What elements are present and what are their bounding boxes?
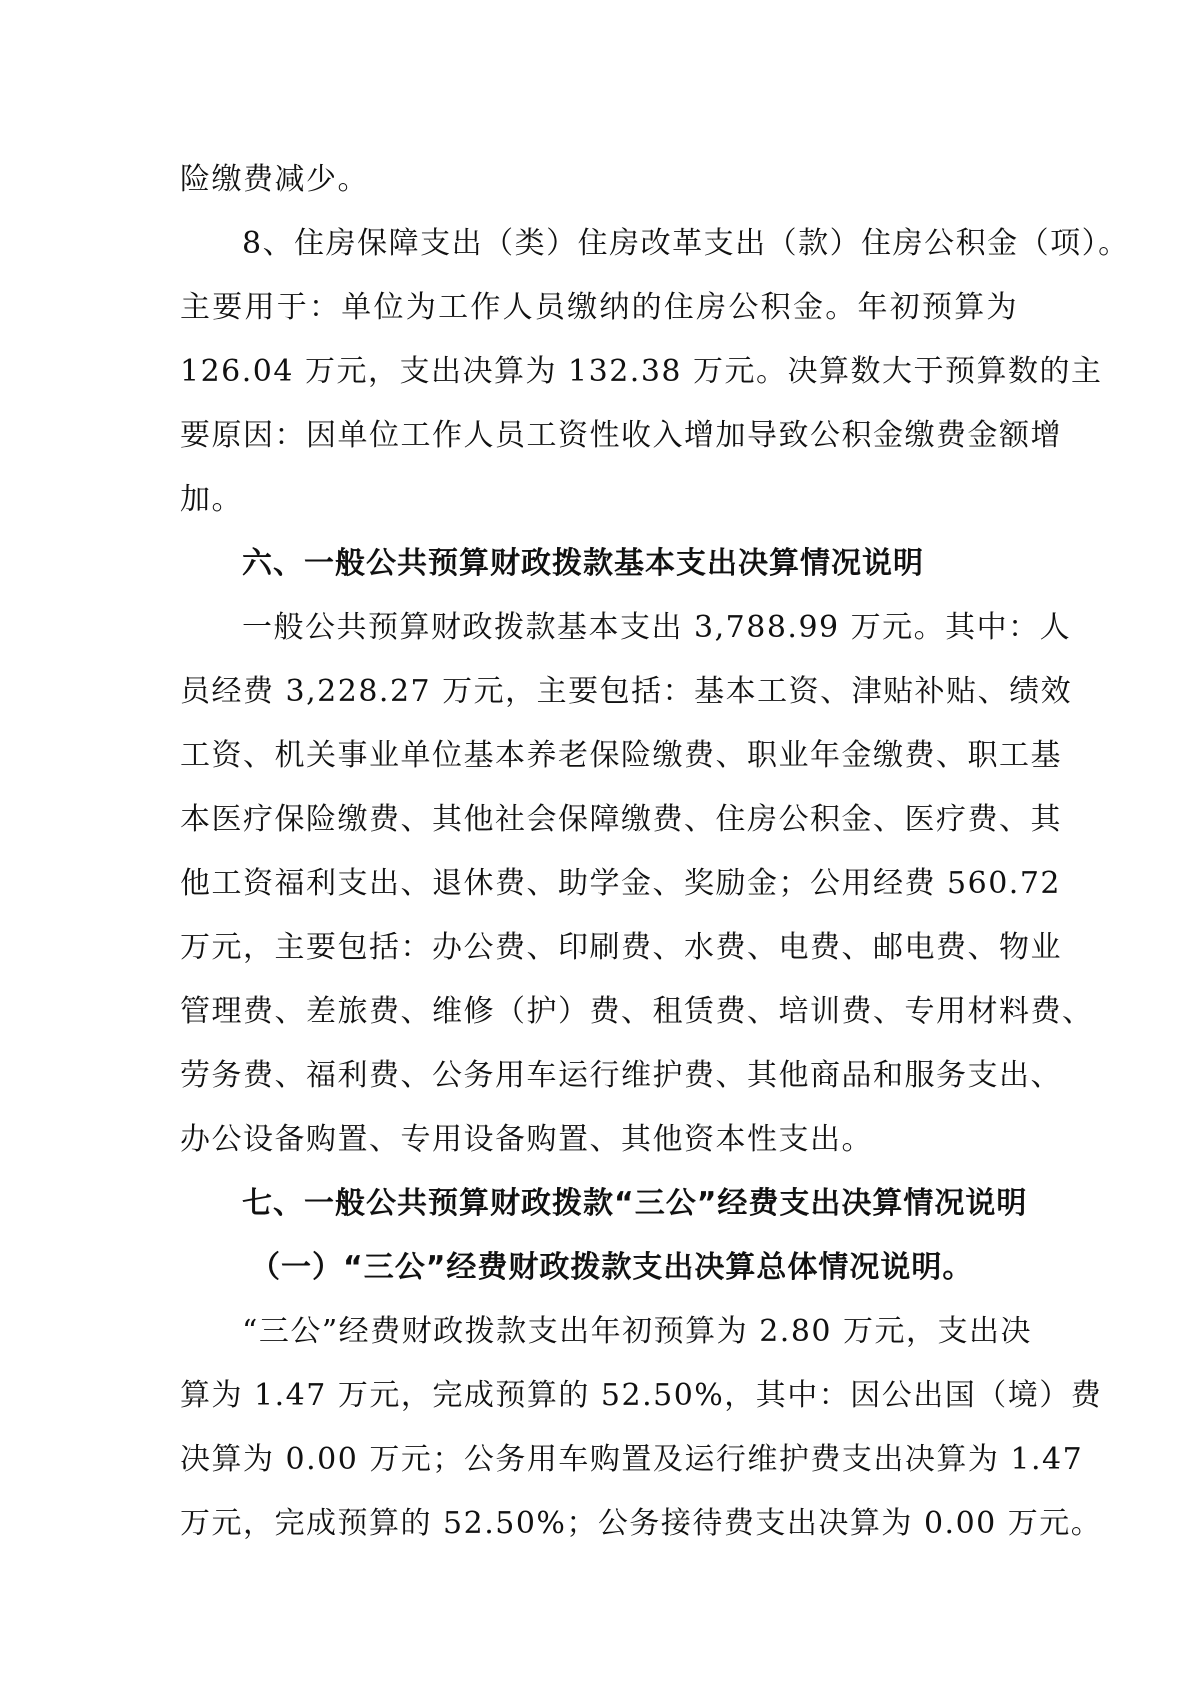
paragraph-line: 8、住房保障支出（类）住房改革支出（款）住房公积金（项）。	[242, 226, 1130, 261]
subsection-heading: （一）“三公”经费财政拨款支出决算总体情况说明。	[250, 1250, 974, 1285]
paragraph-line: 万元，主要包括：办公费、印刷费、水费、电费、邮电费、物业	[180, 930, 1062, 965]
paragraph-line: 员经费 3,228.27 万元，主要包括：基本工资、津贴补贴、绩效	[180, 674, 1073, 709]
section-heading: 七、一般公共预算财政拨款“三公”经费支出决算情况说明	[242, 1186, 1028, 1221]
paragraph-line: “三公”经费财政拨款支出年初预算为 2.80 万元，支出决	[242, 1314, 1033, 1349]
paragraph-line: 本医疗保险缴费、其他社会保障缴费、住房公积金、医疗费、其	[180, 802, 1062, 837]
paragraph-line: 一般公共预算财政拨款基本支出 3,788.99 万元。其中：人	[242, 610, 1072, 645]
paragraph-line: 要原因：因单位工作人员工资性收入增加导致公积金缴费金额增	[180, 418, 1062, 453]
paragraph-line: 万元，完成预算的 52.50%；公务接待费支出决算为 0.00 万元。	[180, 1506, 1103, 1541]
paragraph-line: 劳务费、福利费、公务用车运行维护费、其他商品和服务支出、	[180, 1058, 1062, 1093]
section-heading: 六、一般公共预算财政拨款基本支出决算情况说明	[242, 546, 924, 581]
paragraph-line: 加。	[180, 482, 243, 517]
paragraph-line: 126.04 万元，支出决算为 132.38 万元。决算数大于预算数的主	[180, 354, 1103, 389]
document-page	[180, 148, 1130, 1556]
paragraph-line: 险缴费减少。	[180, 162, 369, 197]
paragraph-line: 办公设备购置、专用设备购置、其他资本性支出。	[180, 1122, 873, 1157]
paragraph-line: 工资、机关事业单位基本养老保险缴费、职业年金缴费、职工基	[180, 738, 1062, 773]
paragraph-line: 他工资福利支出、退休费、助学金、奖励金；公用经费 560.72	[180, 866, 1062, 901]
paragraph-line: 主要用于：单位为工作人员缴纳的住房公积金。年初预算为	[180, 290, 1018, 325]
paragraph-line: 管理费、差旅费、维修（护）费、租赁费、培训费、专用材料费、	[180, 994, 1094, 1029]
paragraph-line: 决算为 0.00 万元；公务用车购置及运行维护费支出决算为 1.47	[180, 1442, 1084, 1477]
paragraph-line: 算为 1.47 万元，完成预算的 52.50%，其中：因公出国（境）费	[180, 1378, 1103, 1413]
